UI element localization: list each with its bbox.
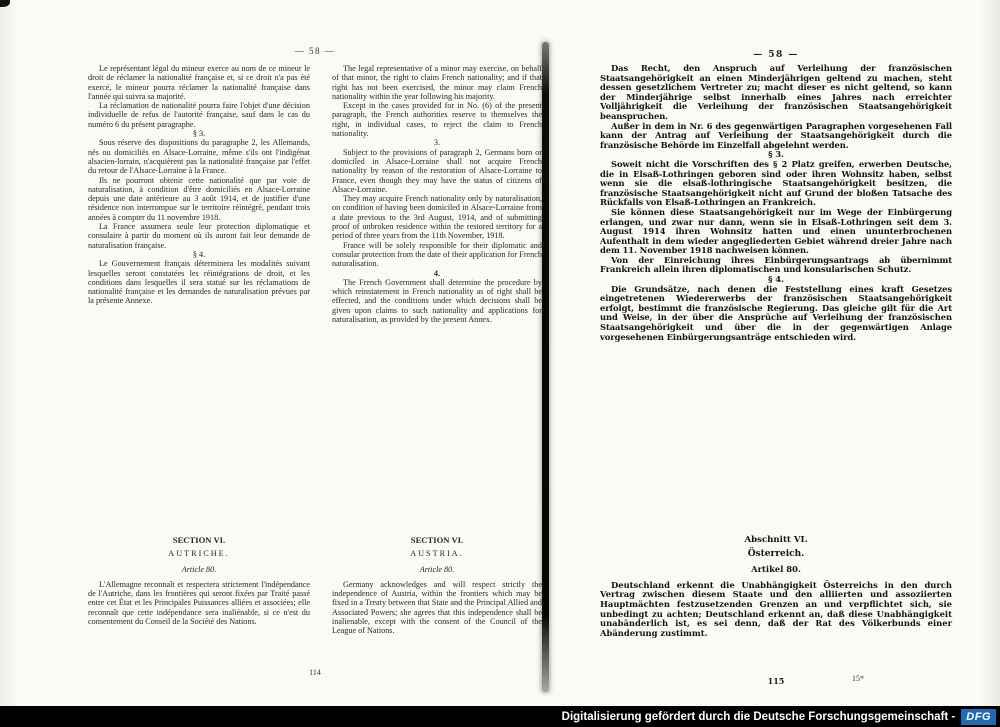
article-body: L'Allemagne reconnaît et respectera strictement l'indépendance de l'Autriche, dans les frontières qui seront fixées par Traité passé entre cet État et les Principales Puissances alliées et associées; elle reconnaît que cette indépendance sera inaliénable, si ce n'est du consentement du Conseil de la Société des Nations. bbox=[88, 579, 310, 627]
article-heading: Article 80. bbox=[181, 564, 217, 574]
section-vi-english bbox=[332, 536, 542, 636]
german-column bbox=[600, 64, 952, 342]
footer-credit-bar bbox=[0, 706, 1000, 727]
section-title: SECTION VI. bbox=[172, 535, 226, 545]
right-page-number: 115 bbox=[767, 676, 785, 686]
section-vi-french bbox=[88, 536, 310, 626]
paragraph-de-3: Soweit nicht die Vorschriften des § 2 Platz greifen, erwerben Deutsche, die in Elsaß-Lothringen geboren sind oder ihren Wohnsitz haben, selbst wenn sie die elsaß-lothringische Staatsangehörigkeit besitzen, die französische Staatsangehörigkeit nicht auf Grund der bloßen Tatsache des Rückfalls von Elsaß-Lothringen an Frankreich. bbox=[600, 158, 952, 208]
digitization-credit-text: Digitalisierung gefördert durch die Deutsche Forschungsgemeinschaft - bbox=[561, 710, 956, 723]
section-title: Abschnitt VI. bbox=[744, 535, 808, 545]
article-body: Germany acknowledges and will respect strictly the independence of Austria, within the frontiers which may be fixed in a Treaty between that State and the Principal Allied and Associated Powers; she agrees that this independence shall be inalienable, except with the consent of the Council of the League of Nations. bbox=[332, 579, 542, 636]
paragraph-en-1: The legal representative of a minor may exercise, on behalf of that minor, the right to claim French nationality; and if that right has not been exercised, the minor may claim French nationality within the year following his majority. bbox=[332, 64, 542, 101]
left-page-header: — 58 — bbox=[294, 46, 336, 56]
paragraph-fr-3: Sous réserve des dispositions du paragraphe 2, les Allemands, nés ou domiciliés en Alsace-Lorraine, même s'ils ont l'indigénat alsacien-lorrain, n'acquièrent pas la nationalité française par l'effet du retour de l'Alsace-Lorraine à la France. bbox=[88, 138, 310, 176]
right-sheet-number: 15* bbox=[852, 674, 864, 683]
heading-de-par3: § 3. bbox=[768, 149, 784, 160]
heading-en-par4: 4. bbox=[433, 268, 441, 278]
paragraph-de-2: Außer in dem in Nr. 6 des gegenwärtigen Paragraphen vorgesehenen Fall kann der Antrag auf Verleihung der Staatsangehörigkeit durch die französische Behörde im Einzelfall abgelehnt werden. bbox=[600, 120, 952, 150]
paragraph-en-5: France will be solely responsible for their diplomatic and consular protection from the date of their application for French naturalisation. bbox=[332, 240, 542, 269]
paragraph-de-5: Von der Einreichung ihres Einbürgerungsantrags ab übernimmt Frankreich allein ihren diplomatischen und konsularischen Schutz. bbox=[600, 254, 952, 275]
paragraph-en-2: Except in the cases provided for in No. (6) of the present paragraph, the French authorities reserve to themselves the right, in individual cases, to reject the claim to French nationality. bbox=[332, 101, 542, 139]
scan-artifact bbox=[0, 0, 10, 7]
paragraph-fr-6: Le Gouvernement français déterminera les modalités suivant lesquelles seront constatées les réintégrations de droit, et les conditions dans lesquelles il sera statué sur les réclamations de nationalité française et les demandes de naturalisation prévues par la présente Annexe. bbox=[88, 259, 310, 306]
paragraph-en-4: They may acquire French nationality only by naturalisation, on condition of having been domiciled in Alsace-Lorraine from a date previous to the 3rd August, 1914, and of submitting proof of unbroken residence within the restored territory for a period of three years from the 11th November, 1918. bbox=[332, 194, 542, 241]
paragraph-de-1: Das Recht, den Anspruch auf Verleihung der französischen Staatsangehörigkeit an einen Minderjährigen geltend zu machen, steht dessen gesetzlichem Vertreter zu; macht dieser es nicht geltend, so kann der Minderjährige selbst innerhalb eines Jahres nach erreichter Volljährigkeit die Verleihung der französischen Staatsangehörigkeit beanspruchen. bbox=[600, 63, 952, 121]
paragraph-de-6: Die Grundsätze, nach denen die Feststellung eines kraft Gesetzes eingetretenen Wiedererwerbs der französischen Staatsangehörigkeit erfolgt, bestimmt die französische Regierung. Das gleiche gilt für die Art und Weise, in der über die Ansprüche auf Verleihung der französischen Staatsangehörigkeit und über die in der gegenwärtigen Anlage vorgesehenen Einbürgerungsanträge entschieden wird. bbox=[600, 283, 952, 342]
paragraph-en-6: The French Government shall determine the procedure by which reinstatement in French nationality as of right shall be effected, and the conditions under which decisions shall be given upon claims to such nationality and applications for naturalisation, as provided by the present Annex. bbox=[332, 277, 542, 325]
right-page-header: — 58 — bbox=[753, 50, 799, 60]
english-column bbox=[332, 64, 542, 324]
paragraph-en-3: Subject to the provisions of paragraph 2, Germans born or domiciled in Alsace-Lorraine shall not acquire French nationality by reason of the restoration of Alsace-Lorraine to France, even though they may have the status of citizens of Alsace-Lorraine. bbox=[332, 147, 542, 194]
heading-fr-par3: § 3. bbox=[192, 129, 206, 139]
section-title: SECTION VI. bbox=[410, 535, 464, 545]
section-vi-german bbox=[600, 536, 952, 638]
paragraph-fr-4: Ils ne pourront obtenir cette nationalité que par voie de naturalisation, à condition d'être domiciliés en Alsace-Lorraine depuis une date antérieure au 3 août 1914, et de justifier d'une résidence non interrompue sur le territoire réintégré, pendant trois années à compter du 11 novembre 1918. bbox=[88, 175, 310, 222]
french-column bbox=[88, 64, 310, 306]
paragraph-de-4: Sie können diese Staatsangehörigkeit nur im Wege der Einbürgerung erlangen, und zwar nur dann, wenn sie in Elsaß-Lothringen seit dem 3. August 1914 ihren Wohnsitz hatten und einen ununterbrochenen Aufenthalt in dem wieder angegliederten Gebiet während dreier Jahre nach dem 11. November 1918 nachweisen können. bbox=[600, 206, 952, 256]
article-heading: Artikel 80. bbox=[751, 564, 801, 575]
paragraph-fr-2: La réclamation de nationalité pourra faire l'objet d'une décision individuelle de refus de l'autorité française, sauf dans le cas du numéro 6 du présent paragraphe. bbox=[88, 101, 310, 129]
section-subtitle: AUSTRIA. bbox=[410, 549, 464, 559]
paragraph-fr-1: Le représentant légal du mineur exerce au nom de ce mineur le droit de réclamer la nationalité française et, si ce droit n'a pas été exercé, le mineur pourra réclamer la nationalité française dans l'année qui suivra sa majorité. bbox=[88, 64, 310, 101]
section-subtitle: AUTRICHE. bbox=[168, 549, 230, 559]
heading-fr-par4: § 4. bbox=[192, 249, 206, 259]
paragraph-fr-5: La France assumera seule leur protection diplomatique et consulaire à partir du moment où ils auront fait leur demande de naturalisation française. bbox=[88, 222, 310, 250]
section-subtitle: Österreich. bbox=[747, 548, 805, 559]
heading-en-par3: 3. bbox=[433, 138, 441, 148]
heading-de-par4: § 4. bbox=[768, 274, 784, 285]
article-body: Deutschland erkennt die Unabhängigkeit Österreichs in den durch Vertrag zwischen diesem Staate und den alliierten und assoziierten Hauptmächten festzusetzenden Grenzen an und verpflichtet sich, sie unbedingt zu achten; Deutschland erkennt an, daß diese Unabhängigkeit unabänderlich ist, es sei denn, daß der Rat des Völkerbunds einer Abänderung zustimmt. bbox=[600, 579, 952, 638]
article-heading: Article 80. bbox=[419, 564, 455, 574]
dfg-logo: DFG bbox=[961, 709, 996, 725]
book-gutter bbox=[542, 42, 549, 692]
left-page-number: 114 bbox=[309, 668, 321, 677]
